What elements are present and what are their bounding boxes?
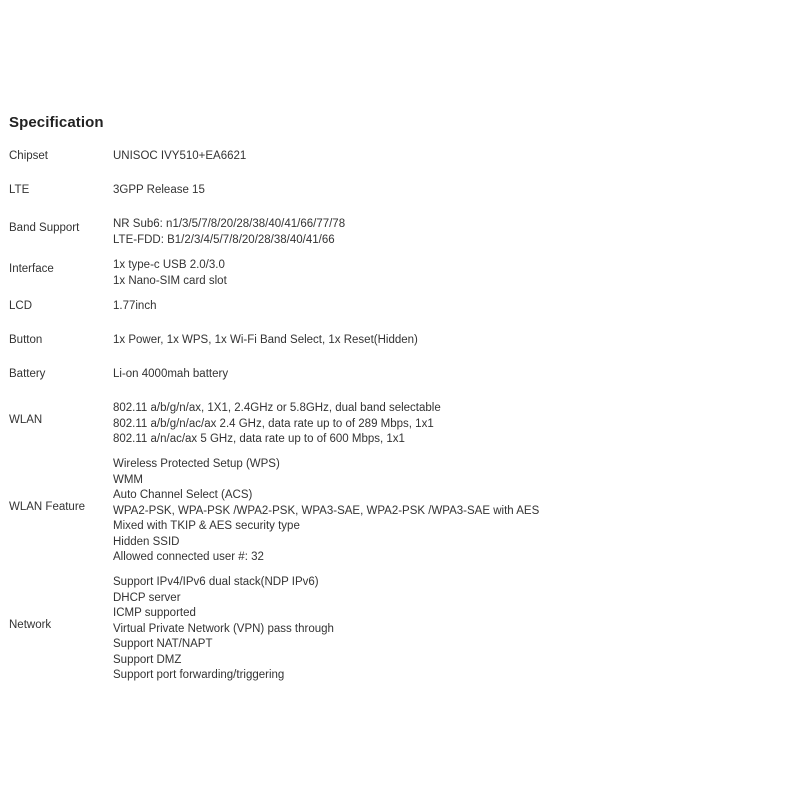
- spec-value-line: 802.11 a/n/ac/ax 5 GHz, data rate up to of 600 Mbps, 1x1: [113, 433, 405, 445]
- spec-value-line: Support IPv4/IPv6 dual stack(NDP IPv6): [113, 576, 319, 588]
- spec-label: Battery: [9, 368, 46, 380]
- spec-label: Button: [9, 334, 43, 346]
- spec-value-line: LTE-FDD: B1/2/3/4/5/7/8/20/28/38/40/41/66: [113, 233, 335, 246]
- spec-value-line: 1.77inch: [113, 300, 157, 312]
- spec-value: [113, 217, 345, 248]
- section-title: Specification: [9, 114, 104, 131]
- spec-label: WLAN Feature: [9, 501, 86, 513]
- spec-value: [113, 258, 227, 289]
- spec-value-line: ICMP supported: [113, 607, 196, 619]
- spec-value-line: Auto Channel Select (ACS): [113, 489, 253, 501]
- spec-value-line: Li-on 4000mah battery: [113, 368, 229, 380]
- spec-value: [113, 333, 418, 349]
- spec-value-line: Support DMZ: [113, 653, 182, 666]
- spec-value: [113, 183, 205, 199]
- spec-label: Band Support: [9, 222, 80, 234]
- spec-label: Network: [9, 619, 52, 631]
- spec-value-line: 802.11 a/b/g/n/ax, 1X1, 2.4GHz or 5.8GHz, dual band selectable: [113, 402, 441, 414]
- spec-value-line: Allowed connected user #: 32: [113, 551, 264, 563]
- spec-value-line: Wireless Protected Setup (WPS): [113, 458, 280, 470]
- spec-value: [113, 367, 228, 383]
- spec-value-line: 1x Nano-SIM card slot: [113, 274, 227, 287]
- spec-value-line: Hidden SSID: [113, 535, 180, 548]
- spec-label: LTE: [9, 184, 30, 196]
- spec-value-line: 802.11 a/b/g/n/ac/ax 2.4 GHz, data rate up to of 289 Mbps, 1x1: [113, 417, 434, 430]
- spec-label: Chipset: [9, 150, 48, 162]
- spec-value-line: 1x type-c USB 2.0/3.0: [113, 259, 225, 271]
- spec-value: [113, 575, 334, 684]
- spec-value-line: Support NAT/NAPT: [113, 638, 213, 650]
- spec-value-line: WPA2-PSK, WPA-PSK /WPA2-PSK, WPA3-SAE, WPA2-PSK /WPA3-SAE with AES: [113, 504, 540, 517]
- spec-value-line: Mixed with TKIP & AES security type: [113, 520, 300, 532]
- spec-value-line: 3GPP Release 15: [113, 184, 205, 196]
- spec-value: [113, 149, 246, 165]
- spec-value-line: DHCP server: [113, 591, 181, 604]
- spec-label: Interface: [9, 263, 54, 275]
- spec-value-line: Virtual Private Network (VPN) pass through: [113, 622, 334, 635]
- spec-value-line: 1x Power, 1x WPS, 1x Wi-Fi Band Select, 1x Reset(Hidden): [113, 334, 418, 346]
- spec-value: [113, 401, 441, 448]
- spec-value-line: NR Sub6: n1/3/5/7/8/20/28/38/40/41/66/77/78: [113, 218, 346, 230]
- spec-label: LCD: [9, 300, 33, 312]
- spec-label: WLAN: [9, 414, 43, 426]
- spec-value: [113, 299, 156, 315]
- spec-value-line: WMM: [113, 473, 144, 486]
- spec-value-line: Support port forwarding/triggering: [113, 669, 285, 681]
- spec-value: [113, 457, 539, 566]
- spec-value-line: UNISOC IVY510+EA6621: [113, 150, 247, 162]
